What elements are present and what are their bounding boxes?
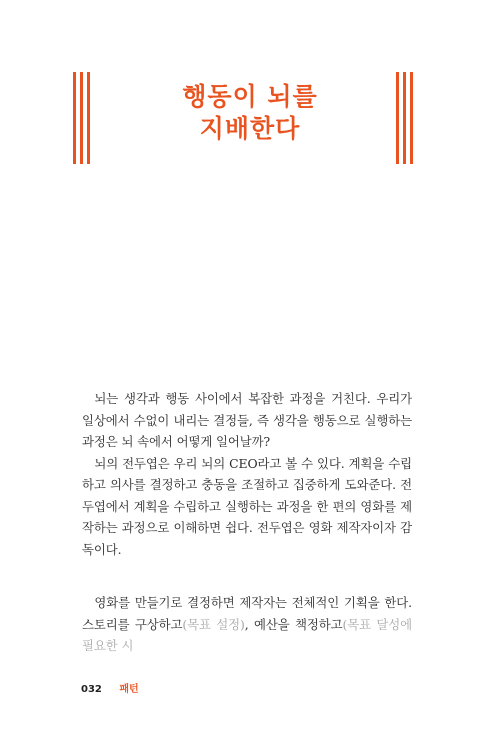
right-bar-ornament <box>396 72 413 164</box>
chapter-title-line-1: 행동이 뇌를 <box>182 82 318 111</box>
paragraph-text: 영화를 만들기로 결정하면 제작자는 전체적인 기획을 한다. 스토리를 구상하고 <box>82 595 412 632</box>
body-text-block <box>82 388 412 560</box>
paragraph <box>82 592 412 657</box>
paragraph: 뇌의 전두엽은 우리 뇌의 CEO라고 볼 수 있다. 계획을 수립하고 의사를 결정하고 충동을 조절하고 집중하게 도와준다. 전두엽에서 계획을 수립하고 실행하는 과정을 한 편의 영화를 제작하는 과정으로 이해하면 쉽다. 전두엽은 영화 제작자이자 감독이다. <box>82 455 412 557</box>
paragraph-text: , 예산을 책정하고 <box>244 616 343 632</box>
paragraph-aside: (목표 달성에 필요한 시 <box>82 616 412 653</box>
chapter-title <box>110 81 390 145</box>
ornament-bar <box>403 72 406 164</box>
page-number: 032 <box>81 684 102 695</box>
chapter-title-line-2: 지배한다 <box>199 114 301 143</box>
paragraph: 뇌는 생각과 행동 사이에서 복잡한 과정을 거친다. 우리가 일상에서 수없이 내리는 결정들, 즉 생각을 행동으로 실행하는 과정은 뇌 속에서 어떻게 일어날까? <box>82 391 412 449</box>
paragraph-aside: (목표 설정) <box>182 616 245 632</box>
ornament-bar <box>87 72 90 164</box>
ornament-bar <box>410 72 413 164</box>
left-bar-ornament <box>73 72 90 164</box>
ornament-bar <box>80 72 83 164</box>
page-footer <box>81 680 139 695</box>
ornament-bar <box>396 72 399 164</box>
body-text-block-continued <box>82 592 412 657</box>
ornament-bar <box>73 72 76 164</box>
section-name: 패턴 <box>119 684 139 695</box>
